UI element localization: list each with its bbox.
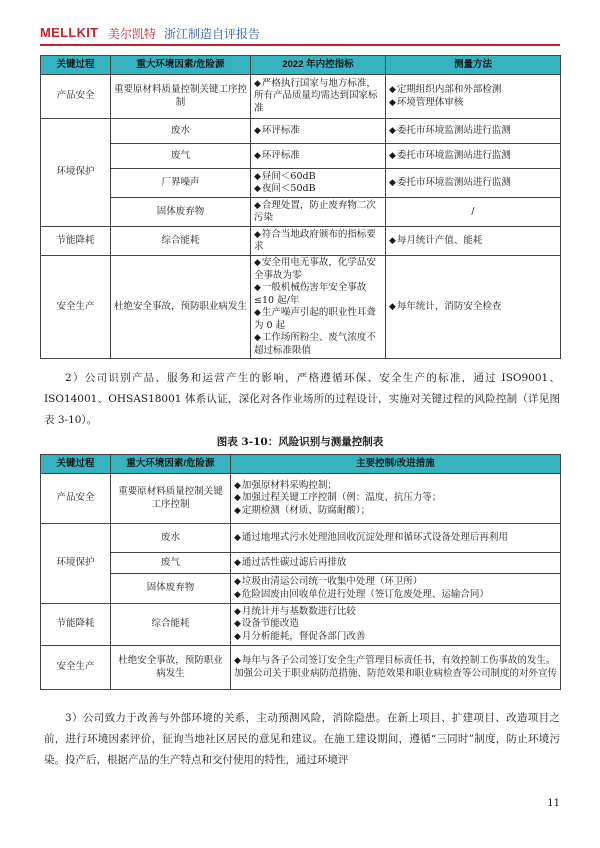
bullet-text: ◆ 通过地埋式污水处理池回收沉淀处理和循环式设备处理后再利用 [234, 532, 557, 545]
measures-cell [231, 604, 561, 646]
table-row [41, 474, 561, 524]
bullet-text: ◆ 通过活性碳过滤后再排放 [234, 557, 557, 570]
bullet-text: ◆ 定期检测（材质、防腐耐酸）； [234, 505, 557, 518]
indicator-cell [251, 256, 386, 359]
col-header: 关键过程 [41, 455, 111, 474]
company-name: 美尔凯特 [108, 27, 157, 41]
bullet-text: ◆ 加强过程关键工序控制（例：温度、抗压力等； [234, 492, 557, 505]
bullet-text: ◆ 每年统计，消防安全检查 [389, 301, 557, 314]
bullet-text: ◆ 环评标准 [254, 125, 382, 138]
factor-cell: 废水 [111, 524, 231, 553]
bullet-text: ◆ 工作场所粉尘、废气浓度不超过标准限值 [254, 332, 382, 357]
bullet-text: ◆ 委托市环境监测站进行监测 [389, 125, 557, 138]
bullet-text: ◆ 夜间＜50dB [254, 183, 382, 196]
process-cell: 环境保护 [41, 524, 111, 604]
indicator-cell [251, 119, 386, 144]
factor-cell: 废气 [111, 553, 231, 574]
table-row [41, 144, 561, 169]
process-cell: 安全生产 [41, 256, 111, 359]
report-title: 浙江制造自评报告 [164, 27, 261, 41]
table-row [41, 169, 561, 198]
table-row [41, 553, 561, 574]
table-row [41, 524, 561, 553]
measures-cell [231, 553, 561, 574]
table-row [41, 119, 561, 144]
process-cell: 产品安全 [41, 474, 111, 524]
bullet-text: ◆ 设备节能改造 [234, 618, 557, 631]
measures-cell [231, 646, 561, 690]
bullet-text: ◆ 危险固废由回收单位进行处理（签订危废处理、运输合同） [234, 589, 557, 602]
bullet-text: ◆ 每年与各子公司签订安全生产管理目标责任书，有效控制工伤事故的发生。加强公司关于职业病防范措施、防范效果和职业病检查等公司制度的对外宣传 [234, 655, 557, 680]
factor-cell: 综合能耗 [111, 227, 251, 256]
factor-cell: 废水 [111, 119, 251, 144]
method-cell [386, 256, 561, 359]
factor-cell: 固体废弃物 [111, 574, 231, 604]
paragraph-3: 3）公司致力于改善与外部环境的关系，主动预测风险，消除隐患。在新上项目、扩建项目、改造项目之前，进行环境因素评价，征询当地社区居民的意见和建议。在施工建设期间，遵循“三同时”制度，防止环境污染。投产后，根据产品的生产特点和交付使用的特性，通过环境评 [44, 712, 560, 766]
table-header-row [41, 455, 561, 474]
indicator-table [40, 55, 561, 359]
indicator-cell [251, 75, 386, 119]
table-row [41, 75, 561, 119]
table-caption: 图表 3-10：风险识别与测量控制表 [216, 436, 384, 448]
bullet-text: ◆ 昼间＜60dB [254, 171, 382, 184]
bullet-text: ◆ 月分析能耗，督促各部门改善 [234, 631, 557, 644]
method-cell: / [386, 198, 561, 227]
indicator-cell [251, 198, 386, 227]
col-header: 重大环境因素/危险源 [111, 56, 251, 75]
bullet-text: ◆ 环评标准 [254, 150, 382, 163]
factor-cell: 厂界噪声 [111, 169, 251, 198]
bullet-text: ◆ 委托市环境监测站进行监测 [389, 150, 557, 163]
col-header: 2022 年内控指标 [251, 56, 386, 75]
method-cell [386, 169, 561, 198]
table-row [41, 256, 561, 359]
bullet-text: ◆ 委托市环境监测站进行监测 [389, 177, 557, 190]
factor-cell: 综合能耗 [111, 604, 231, 646]
bullet-text: ◆ 安全用电无事故，化学品安全事故为零 [254, 257, 382, 282]
header-divider [40, 44, 560, 46]
method-cell [386, 227, 561, 256]
table-row [41, 198, 561, 227]
bullet-text: ◆ 合理处置，防止废弃物二次污染 [254, 200, 382, 225]
measures-cell [231, 524, 561, 553]
method-cell [386, 144, 561, 169]
page-number: 11 [547, 798, 560, 809]
indicator-cell [251, 169, 386, 198]
factor-cell: 重要原材料质量控制关键工序控制 [111, 75, 251, 119]
indicator-cell [251, 227, 386, 256]
table-row [41, 574, 561, 604]
bullet-text: ◆ 垃圾由清运公司统一收集中处理（环卫所） [234, 576, 557, 589]
table-row [41, 604, 561, 646]
brand-logo: MELLKIT [40, 25, 99, 40]
process-cell: 环境保护 [41, 119, 111, 227]
col-header: 主要控制/改进措施 [231, 455, 561, 474]
bullet-text: ◆ 生产噪声引起的职业性耳聋为 0 起 [254, 307, 382, 332]
factor-cell: 废气 [111, 144, 251, 169]
factor-cell: 重要原材料质量控制关键工序控制 [111, 474, 231, 524]
page-header [40, 20, 560, 48]
table-row [41, 227, 561, 256]
paragraph-2: 2）公司识别产品、服务和运营产生的影响，严格遵循环保、安全生产的标准，通过 ISO9001、ISO14001、OHSAS18001 体系认证，深化对各作业场所的过程设计，实施对关键过程的风险控制（详见图表 3-10）。 [44, 372, 560, 426]
bullet-text: ◆ 环境管理体审核 [389, 97, 557, 110]
col-header: 关键过程 [41, 56, 111, 75]
bullet-text: ◆ 一般机械伤害年安全事故≤10 起/年 [254, 282, 382, 307]
bullet-text: ◆ 加强原材料采购控制； [234, 480, 557, 493]
factor-cell: 杜绝安全事故，预防职业病发生 [111, 256, 251, 359]
table-row [41, 646, 561, 690]
process-cell: 安全生产 [41, 646, 111, 690]
measures-cell [231, 474, 561, 524]
col-header: 重大环境因素/危险源 [111, 455, 231, 474]
indicator-cell [251, 144, 386, 169]
method-cell [386, 75, 561, 119]
bullet-text: ◆ 每月统计产值、能耗 [389, 235, 557, 248]
bullet-text: ◆ 月统计并与基数数进行比较 [234, 606, 557, 619]
method-cell [386, 119, 561, 144]
process-cell: 节能降耗 [41, 227, 111, 256]
table-header-row [41, 56, 561, 75]
process-cell: 节能降耗 [41, 604, 111, 646]
risk-control-table [40, 454, 561, 690]
bullet-text: ◆ 严格执行国家与地方标准，所有产品质量均需达到国家标准 [254, 78, 382, 116]
process-cell: 产品安全 [41, 75, 111, 119]
bullet-text: ◆ 定期组织内部和外部检测 [389, 84, 557, 97]
bullet-text: ◆ 符合当地政府颁布的指标要求 [254, 229, 382, 254]
factor-cell: 杜绝安全事故，预防职业病发生 [111, 646, 231, 690]
measures-cell [231, 574, 561, 604]
factor-cell: 固体废弃物 [111, 198, 251, 227]
col-header: 测量方法 [386, 56, 561, 75]
